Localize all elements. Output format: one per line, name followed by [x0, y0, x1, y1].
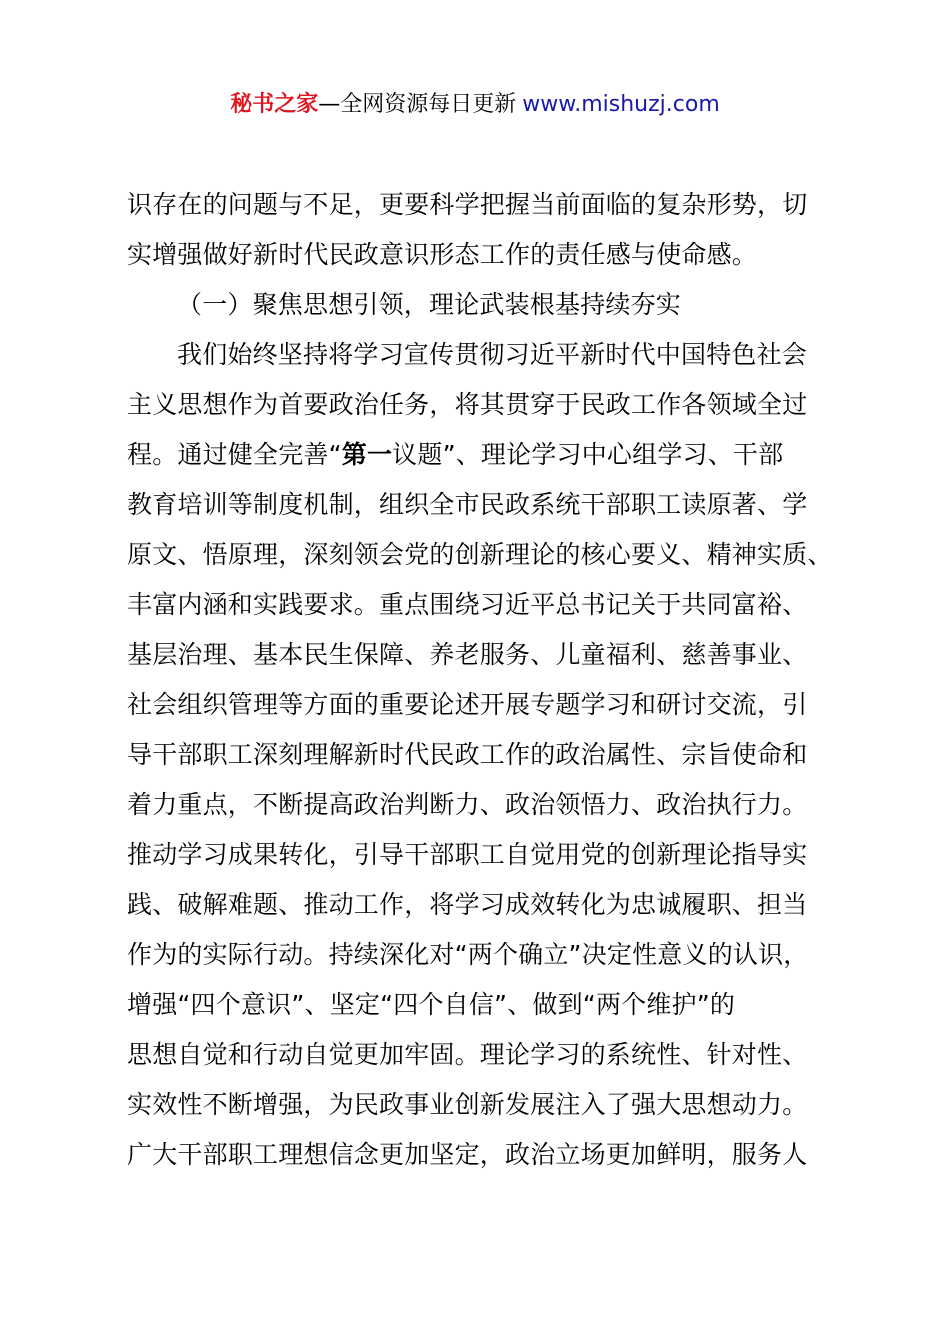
text-line: 导干部职工深刻理解新时代民政工作的政治属性、宗旨使命和	[127, 740, 808, 769]
text-line: 原文、悟原理，深刻领会党的创新理论的核心要义、精神实质、	[127, 540, 833, 569]
text-line: 实增强做好新时代民政意识形态工作的责任感与使命感。	[127, 240, 758, 269]
text-line: 着力重点，不断提高政治判断力、政治领悟力、政治执行力。	[127, 790, 808, 819]
brand-name: 秘书之家	[230, 92, 319, 117]
section-heading: （一）聚焦思想引领，理论武装根基持续夯实	[177, 290, 682, 319]
text-line	[127, 430, 847, 480]
bold-text: 第一	[341, 440, 393, 469]
text-line: 基层治理、基本民生保障、养老服务、儿童福利、慈善事业、	[127, 640, 808, 669]
document-body	[127, 180, 847, 1180]
text-line: 我们始终坚持将学习宣传贯彻习近平新时代中国特色社会	[177, 340, 808, 369]
header-tagline: —全网资源每日更新	[318, 92, 517, 117]
text-line: 推动学习成果转化，引导干部职工自觉用党的创新理论指导实	[127, 840, 808, 869]
text-line: 实效性不断增强，为民政事业创新发展注入了强大思想动力。	[127, 1090, 808, 1119]
text-line: 教育培训等制度机制，组织全市民政系统干部职工读原著、学	[127, 490, 808, 519]
page-header	[0, 88, 950, 122]
text-line: 识存在的问题与不足，更要科学把握当前面临的复杂形势，切	[127, 190, 808, 219]
text-segment: 程。通过健全完善“	[127, 440, 342, 469]
text-line: 社会组织管理等方面的重要论述开展专题学习和研讨交流，引	[127, 690, 808, 719]
website-url[interactable]: www.mishuzj.com	[522, 92, 720, 117]
text-line: 思想自觉和行动自觉更加牢固。理论学习的系统性、针对性、	[127, 1040, 808, 1069]
text-line: 践、破解难题、推动工作，将学习成效转化为忠诚履职、担当	[127, 890, 808, 919]
text-line: 增强“四个意识”、坚定“四个自信”、做到“两个维护”的	[127, 990, 736, 1019]
text-line: 广大干部职工理想信念更加坚定，政治立场更加鲜明，服务人	[127, 1140, 808, 1169]
text-line: 作为的实际行动。持续深化对“两个确立”决定性意义的认识，	[127, 940, 809, 969]
text-line: 丰富内涵和实践要求。重点围绕习近平总书记关于共同富裕、	[127, 590, 808, 619]
text-line: 主义思想作为首要政治任务，将其贯穿于民政工作各领域全过	[127, 390, 808, 419]
text-segment: 议题”、理论学习中心组学习、干部	[392, 440, 784, 469]
